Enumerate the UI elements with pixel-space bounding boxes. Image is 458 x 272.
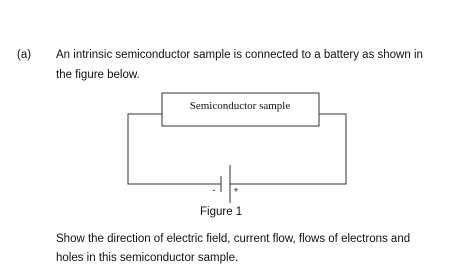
instruction-line-2: holes in this semiconductor sample. (56, 252, 239, 264)
question-text-line-2: the figure below. (56, 69, 140, 81)
figure-caption: Figure 1 (200, 206, 243, 218)
semiconductor-sample-label: Semiconductor sample (189, 100, 291, 112)
battery-plus-sign: + (233, 185, 239, 195)
question-label: (a) (17, 49, 32, 61)
instruction-line-1: Show the direction of electric field, current flow, flows of electrons and (56, 233, 411, 245)
battery-minus-sign: - (212, 185, 216, 195)
right-wire (230, 114, 346, 184)
question-text-line-1: An intrinsic semiconductor sample is connected to a battery as shown in (56, 49, 423, 61)
left-wire (128, 114, 221, 184)
